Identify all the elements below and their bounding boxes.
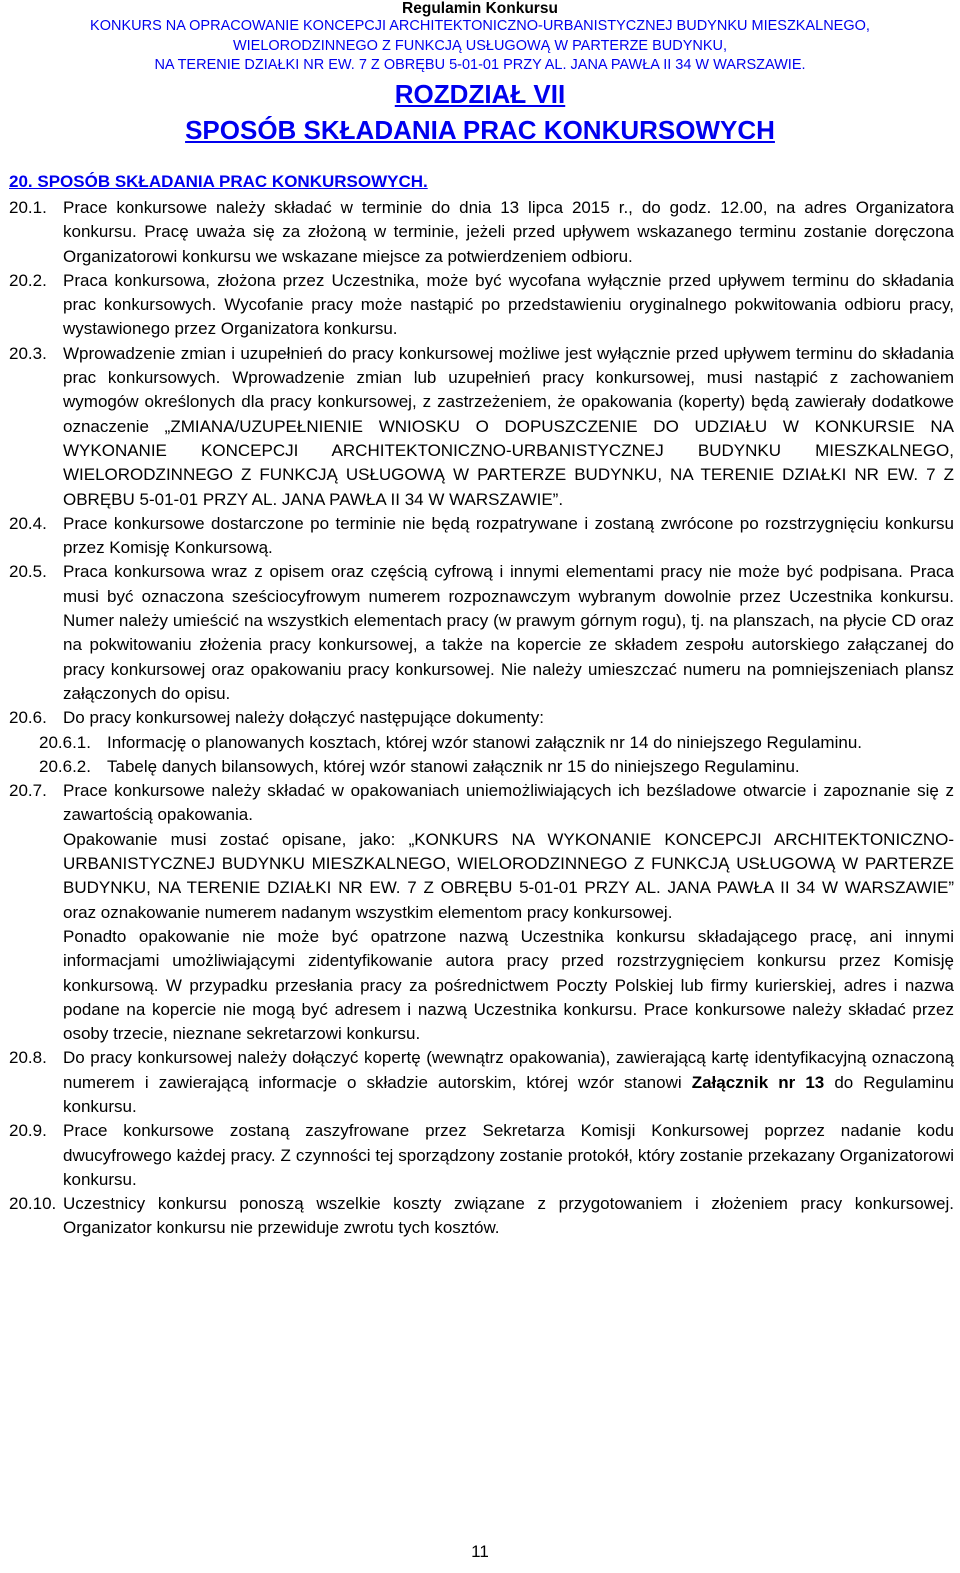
- page-number: 11: [471, 1542, 489, 1561]
- section-content: [9, 196, 954, 1241]
- item-number: 20.10.: [9, 1194, 57, 1214]
- item-text: Do pracy konkursowej należy dołączyć następujące dokumenty:: [63, 708, 544, 728]
- header-title: Regulamin Konkursu: [402, 0, 558, 17]
- list-item: [9, 196, 954, 269]
- item-text: Wprowadzenie zmian i uzupełnień do pracy konkursowej możliwe jest wyłącznie przed upływem terminu do składania prac konkursowych. Wprowadzenie zmian lub uzupełnień pracy konkursowej, musi nastąpić z zachowaniem wymogów określonych dla pracy konkursowej, z zastrzeżeniem, że opakowania (koperty) będą zawierały dodatkowe oznaczenie „ZMIANA/UZUPEŁNIENIE WNIOSKU O DOPUSZCZENIE DO UDZIAŁU W KONKURSIE NA WYKONANIE KONCEPCJI ARCHITEKTONICZNO-URBANISTYCZNEJ BUDYNKU MIESZKALNEGO, WIELORODZINNEGO Z FUNKCJĄ USŁUGOWĄ W PARTERZE BUDYNKU, NA TERENIE DZIAŁKI NR EW. 7 Z OBRĘBU 5-01-01 PRZY AL. JANA PAWŁA II 34 W WARSZAWIE”.: [63, 343, 954, 509]
- running-header: [0, 0, 960, 76]
- item-paragraph: Opakowanie musi zostać opisane, jako: „KONKURS NA WYKONANIE KONCEPCJI ARCHITEKTONICZNO-URBANISTYCZNEJ BUDYNKU MIESZKALNEGO, WIELORODZINNEGO Z FUNKCJĄ USŁUGOWĄ W PARTERZE BUDYNKU, NA TERENIE DZIAŁKI NR EW. 7 Z OBRĘBU 5-01-01 PRZY AL. JANA PAWŁA II 34 W WARSZAWIE” oraz oznakowanie numerem nadanym wszystkim elementom pracy konkursowej.: [63, 829, 954, 922]
- item-number: 20.4.: [9, 513, 47, 533]
- item-text: do Regulaminu konkursu.: [63, 1072, 955, 1116]
- subitem-text: Tabelę danych bilansowych, której wzór stanowi załącznik nr 15 do niniejszego Regulaminu.: [107, 756, 800, 776]
- list-item: [9, 1046, 954, 1119]
- item-number: 20.8.: [9, 1048, 47, 1068]
- section-heading: 20. SPOSÓB SKŁADANIA PRAC KONKURSOWYCH.: [9, 172, 428, 191]
- item-number: 20.5.: [9, 562, 47, 582]
- item-text: Prace konkursowe zostaną zaszyfrowane przez Sekretarza Komisji Konkursowej poprzez nadanie kodu dwucyfrowego każdej pracy. Z czynności tej sporządzony zostanie protokół, który zostanie przekazany Organizatorowi konkursu.: [63, 1121, 954, 1189]
- item-number: 20.7.: [9, 781, 47, 801]
- subitem-number: 20.6.1.: [39, 732, 91, 752]
- item-text: Prace konkursowe należy składać w opakowaniach uniemożliwiających ich bezśladowe otwarcie i zapoznanie się z zawartością opakowania.: [63, 781, 954, 825]
- chapter-number: ROZDZIAŁ VII: [394, 79, 566, 109]
- item-paragraph: Ponadto opakowanie nie może być opatrzone nazwą Uczestnika konkursu składającego pracę, ani innymi informacjami umożliwiającymi zidentyfikowanie autora pracy przed rozstrzygnięciem konkursu przez Komisję konkursową. W przypadku przesłania pracy za pośrednictwem Poczty Polskiej lub firmy kurierskiej, adres i nazwa podane na kopercie nie mogą być adresem i nazwą Uczestnika konkursu. Prace konkursowe należy składać przez osoby trzecie, nieznane sekretarzowi konkursu.: [63, 926, 954, 1044]
- list-item: [9, 706, 954, 730]
- item-number: 20.3.: [9, 343, 47, 363]
- sub-list-item: [9, 755, 954, 779]
- header-line-3: NA TERENIE DZIAŁKI NR EW. 7 Z OBRĘBU 5-01-01 PRZY AL. JANA PAWŁA II 34 W WARSZAWIE.: [154, 57, 806, 73]
- item-text: Praca konkursowa, złożona przez Uczestnika, może być wycofana wyłącznie przed upływem terminu do składania prac konkursowych. Wycofanie pracy może nastąpić po przedstawieniu oryginalnego pokwitowania odbioru pracy, wystawionego przez Organizatora konkursu.: [63, 270, 954, 339]
- subitem-text: Informację o planowanych kosztach, której wzór stanowi załącznik nr 14 do niniejszego Regulaminu.: [107, 732, 862, 752]
- item-text: Do pracy konkursowej należy dołączyć kopertę (wewnątrz opakowania), zawierającą kartę identyfikacyjną oznaczoną numerem i zawierającą informacje o składzie autorskim, której wzór stanowi: [63, 1048, 954, 1092]
- list-item: [9, 342, 954, 512]
- chapter-title: SPOSÓB SKŁADANIA PRAC KONKURSOWYCH: [185, 115, 775, 145]
- item-text: Prace konkursowe dostarczone po terminie nie będą rozpatrywane i zostaną zwrócone po rozstrzygnięciu konkursu przez Komisję Konkursową.: [63, 513, 954, 558]
- list-item: [9, 1192, 954, 1241]
- item-text: Prace konkursowe należy składać w terminie do dnia 13 lipca 2015 r., do godz. 12.00, na adres Organizatora konkursu. Pracę uważa się za złożoną w terminie, jeżeli przed upływem wskazanego terminu zostanie doręczona Organizatorowi konkursu we wskazane miejsce za potwierdzeniem odbioru.: [63, 198, 954, 266]
- item-number: 20.2.: [9, 270, 47, 290]
- item-number: 20.6.: [9, 708, 47, 728]
- list-item: [9, 269, 954, 342]
- item-number: 20.9.: [9, 1121, 47, 1141]
- item-text: Praca konkursowa wraz z opisem oraz częścią cyfrową i innymi elementami pracy nie może być podpisana. Praca musi być oznaczona sześciocyfrowym numerem rozpoznawczym wybranym dowolnie przez Uczestnika konkursu. Numer należy umieścić na wszystkich elementach pracy (w prawym górnym rogu), tj. na planszach, na płycie CD oraz na pokwitowaniu złożenia pracy konkursowej, a także na kopercie ze składem zespołu autorskiego załączanej do pracy konkursowej oraz opakowaniu pracy konkursowej. Nie należy umieszczać numeru na pomniejszeniach plansz załączonych do opisu.: [63, 562, 954, 703]
- sub-list-item: [9, 731, 954, 755]
- list-item: [9, 512, 954, 561]
- header-line-1: KONKURS NA OPRACOWANIE KONCEPCJI ARCHITEKTONICZNO-URBANISTYCZNEJ BUDYNKU MIESZKALNEGO,: [90, 18, 870, 34]
- list-item: [9, 1119, 954, 1192]
- attachment-reference: Załącznik nr 13: [691, 1072, 825, 1092]
- item-number: 20.1.: [9, 198, 47, 217]
- subitem-number: 20.6.2.: [39, 756, 91, 776]
- list-item: [9, 779, 954, 828]
- header-line-2: WIELORODZINNEGO Z FUNKCJĄ USŁUGOWĄ W PARTERZE BUDYNKU,: [232, 37, 728, 54]
- list-item: [9, 560, 954, 706]
- item-text: Uczestnicy konkursu ponoszą wszelkie koszty związane z przygotowaniem i złożeniem pracy konkursowej. Organizator konkursu nie przewiduje zwrotu tych kosztów.: [63, 1194, 954, 1238]
